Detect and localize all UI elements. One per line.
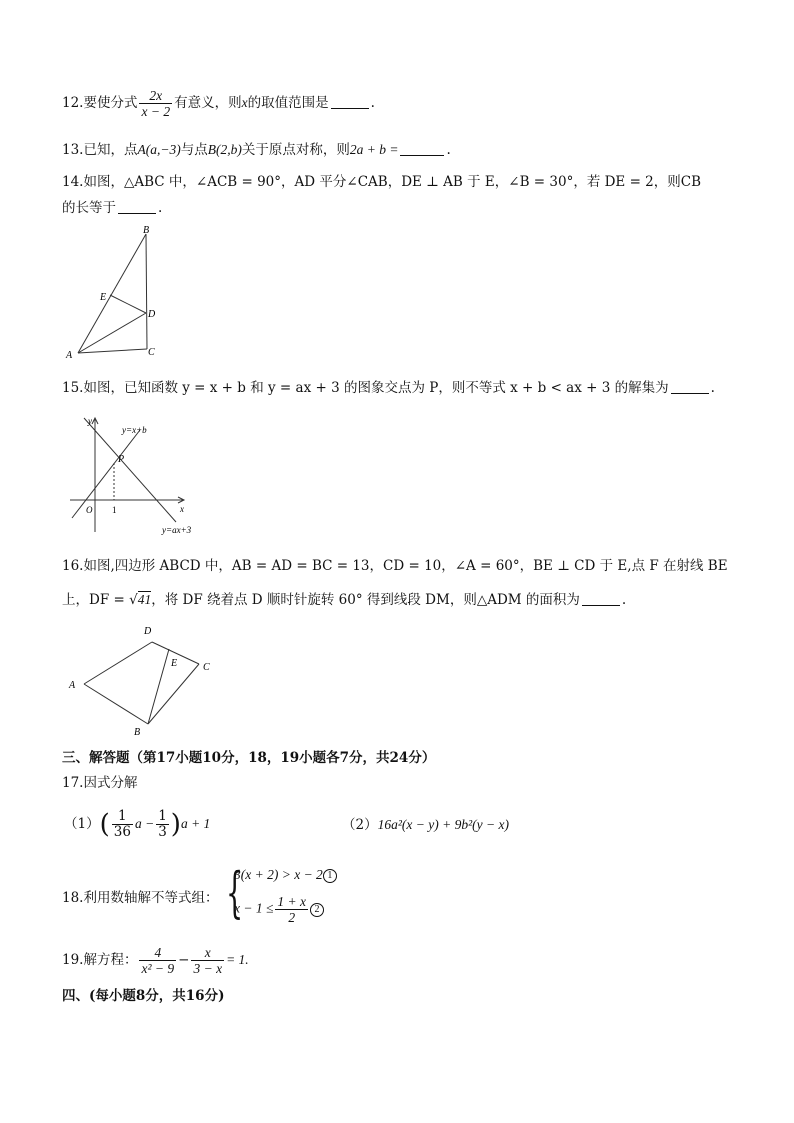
svg-text:y: y [88,416,92,426]
q17-part-2: （2）16a²(x − y) + 9b²(y − x) [342,817,509,833]
svg-text:y=ax+3: y=ax+3 [162,525,192,535]
svg-text:C: C [203,662,210,673]
svg-text:D: D [144,626,152,637]
svg-text:E: E [171,658,178,669]
system-brace: { [226,861,244,924]
q18-inequality-1: 3(x + 2) > x − 2 1 [234,866,337,884]
svg-text:A: A [69,680,76,691]
q12-fraction: $\frac{2x}{x - 2}$ [141,88,171,119]
answer-blank [118,212,156,214]
question-17-title: 17.因式分解 [62,775,138,791]
svg-text:x: x [180,504,184,514]
svg-text:C: C [148,347,155,358]
q16-quadrilateral-figure [64,622,224,738]
q17-part-1: （1）( $\frac{1}{36}$ a − $\frac{1}{3}$ )a + 1 [64,808,211,840]
answer-blank [400,154,444,156]
question-16-line2: 上，DF = √41，将 DF 绕着点 D 顺时针旋转 60° 得到线段 DM，则△ADM 的面积为 . [62,592,627,608]
q14-triangle-figure [60,222,170,362]
question-12: 12.要使分式 $\frac{2x}{x - 2}$ 有意义，则x的取值范围是 . [62,88,375,119]
svg-text:O: O [86,505,93,515]
question-15: 15.如图，已知函数 y = x + b 和 y = ax + 3 的图象交点为 P，则不等式 x + b < ax + 3 的解集为 . [62,380,715,396]
svg-text:A: A [66,350,73,361]
svg-text:B: B [134,727,141,738]
section-3-heading: 三、解答题（第17小题10分，18，19小题各7分，共24分） [62,750,436,766]
question-13: 13.已知，点A(a,−3)与点B(2,b)关于原点对称，则2a + b = . [62,142,451,158]
svg-text:E: E [100,292,107,303]
svg-text:P: P [118,454,125,465]
svg-text:y=x+b: y=x+b [122,425,147,435]
q18-inequality-2: x − 1 ≤ $\frac{1 + x}{2}$ 2 [234,894,324,925]
question-14-line2: 的长等于 . [62,200,163,216]
answer-blank [582,604,620,606]
svg-text:D: D [148,309,156,320]
svg-text:B: B [143,225,150,236]
section-4-heading: 四、(每小题8分，共16分) [62,988,225,1004]
question-19: 19.解方程： $\frac{4}{\text{x² − 9}}$ − $\frac{x}{3 - x}$ = 1. [62,945,249,976]
q15-graph-figure [66,412,206,542]
answer-blank [671,392,709,394]
question-18-prefix: 18.利用数轴解不等式组： [62,890,219,906]
question-16-line1: 16.如图,四边形 ABCD 中，AB = AD = BC = 13，CD = 10，∠A = 60°，BE ⊥ CD 于 E,点 F 在射线 BE [62,558,728,574]
svg-text:1: 1 [112,505,117,515]
question-14-line1: 14.如图，△ABC 中，∠ACB = 90°，AD 平分∠CAB，DE ⊥ AB 于 E，∠B = 30°，若 DE = 2，则CB [62,174,702,190]
answer-blank [331,107,369,109]
